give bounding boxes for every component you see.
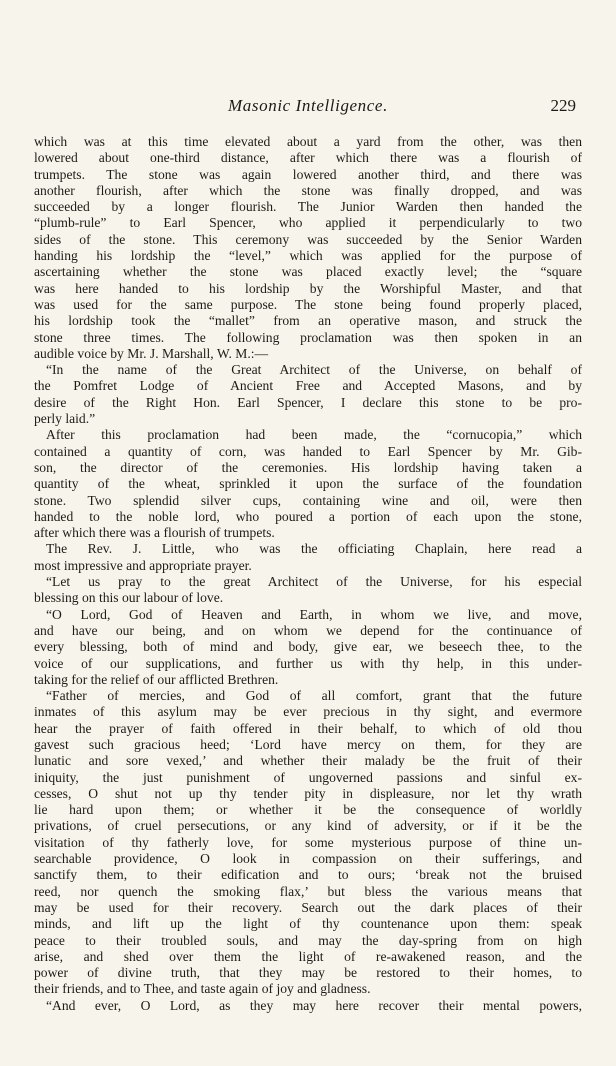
text-line: “And ever, O Lord, as they may here recover their mental powers,	[46, 997, 582, 1013]
running-title: Masonic Intelligence.	[228, 96, 388, 115]
text-line: visitation of thy fatherly love, for some mysterious purpose of thine un-	[34, 834, 582, 850]
text-line: another flourish, after which the stone was finally dropped, and was	[34, 182, 582, 198]
text-line: handed to the noble lord, who poured a portion of each upon the stone,	[34, 508, 582, 524]
text-line: most impressive and appropriate prayer.	[34, 557, 252, 573]
body-text	[34, 134, 582, 1014]
text-line: was here handed to his lordship by the Worshipful Master, and that	[34, 280, 582, 296]
text-line: searchable providence, O look in compassion on their sufferings, and	[34, 851, 582, 867]
text-line: contained a quantity of corn, was handed to Earl Spencer by Mr. Gib-	[34, 443, 582, 459]
text-line: peace to their troubled souls, and may the day-spring from on high	[34, 932, 582, 948]
text-line: desire of the Right Hon. Earl Spencer, I declare this stone to be pro-	[34, 394, 582, 410]
text-line: handing his lordship the “level,” which was applied for the purpose of	[34, 248, 582, 264]
text-line: “O Lord, God of Heaven and Earth, in whom we live, and move,	[46, 606, 582, 622]
text-line: after which there was a flourish of trumpets.	[34, 525, 275, 541]
text-line: his lordship took the “mallet” from an operative mason, and struck the	[34, 313, 582, 329]
text-line: gavest such gracious heed; ‘Lord have mercy on them, for they are	[34, 736, 582, 752]
text-line: every blessing, both of mind and body, give ear, we beseech thee, to the	[34, 639, 582, 655]
text-line: voice of our supplications, and further us with thy help, in this under-	[34, 655, 582, 671]
text-line: audible voice by Mr. J. Marshall, W. M.:—	[34, 345, 269, 361]
text-line: blessing on this our labour of love.	[34, 590, 224, 606]
text-line: was used for the same purpose. The stone being found properly placed,	[34, 296, 582, 312]
text-line: iniquity, the just punishment of ungoverned passions and sinful ex-	[34, 769, 582, 785]
text-line: their friends, and to Thee, and taste again of joy and gladness.	[34, 981, 371, 997]
text-line: privations, of cruel persecutions, or any kind of adversity, or if it be the	[34, 818, 582, 834]
text-line: son, the director of the ceremonies. His lordship having taken a	[34, 459, 582, 475]
text-line: stone. Two splendid silver cups, containing wine and oil, were then	[34, 492, 582, 508]
text-line: sanctify them, to their edification and to ours; ‘break not the bruised	[34, 867, 582, 883]
text-line: succeeded by a longer flourish. The Junior Warden then handed the	[34, 199, 582, 215]
text-line: lunatic and sore vexed,’ and whether their malady be the fruit of their	[34, 753, 582, 769]
text-line: minds, and lift up the light of thy countenance upon them: speak	[34, 916, 582, 932]
text-line: lowered about one-third distance, after which there was a flourish of	[34, 150, 582, 166]
text-line: inmates of this asylum may be ever precious in thy sight, and evermore	[34, 704, 582, 720]
text-line: trumpets. The stone was again lowered another third, and there was	[34, 166, 582, 182]
text-line: cesses, O shut not up thy tender pity in displeasure, nor let thy wrath	[34, 785, 582, 801]
text-line: which was at this time elevated about a yard from the other, was then	[34, 134, 582, 149]
text-line: ascertaining whether the stone was placed exactly level; the “square	[34, 264, 582, 280]
text-line: reed, nor quench the smoking flax,’ but bless the various means that	[34, 883, 582, 899]
text-line: “Let us pray to the great Architect of the Universe, for his especial	[46, 574, 582, 590]
text-line: “In the name of the Great Architect of the Universe, on behalf of	[46, 362, 582, 378]
text-line: power of divine truth, that they may be restored to their homes, to	[34, 965, 582, 981]
text-line: “Father of mercies, and God of all comfort, grant that the future	[46, 688, 582, 704]
text-line: taking for the relief of our afflicted Brethren.	[34, 671, 279, 687]
page-header	[34, 96, 582, 124]
text-line: may be used for their recovery. Search out the dark places of their	[34, 899, 582, 915]
text-line: quantity of the wheat, sprinkled it upon the surface of the foundation	[34, 476, 582, 492]
text-line: The Rev. J. Little, who was the officiating Chaplain, here read a	[46, 541, 582, 557]
text-line: perly laid.”	[34, 411, 96, 427]
text-line: arise, and shed over them the light of re-awakened reason, and the	[34, 948, 582, 964]
text-line: lie hard upon them; or whether it be the consequence of worldly	[34, 802, 582, 818]
text-line: hear the prayer of faith offered in their behalf, to which of old thou	[34, 720, 582, 736]
text-line: “plumb-rule” to Earl Spencer, who applied it perpendicularly to two	[34, 215, 582, 231]
text-line: the Pomfret Lodge of Ancient Free and Accepted Masons, and by	[34, 378, 582, 394]
text-line: and have our being, and on whom we depend for the continuance of	[34, 622, 582, 638]
text-line: After this proclamation had been made, the “cornucopia,” which	[46, 427, 582, 443]
page-number: 229	[550, 96, 576, 115]
text-line: sides of the stone. This ceremony was succeeded by the Senior Warden	[34, 231, 582, 247]
text-line: stone three times. The following proclamation was then spoken in an	[34, 329, 582, 345]
